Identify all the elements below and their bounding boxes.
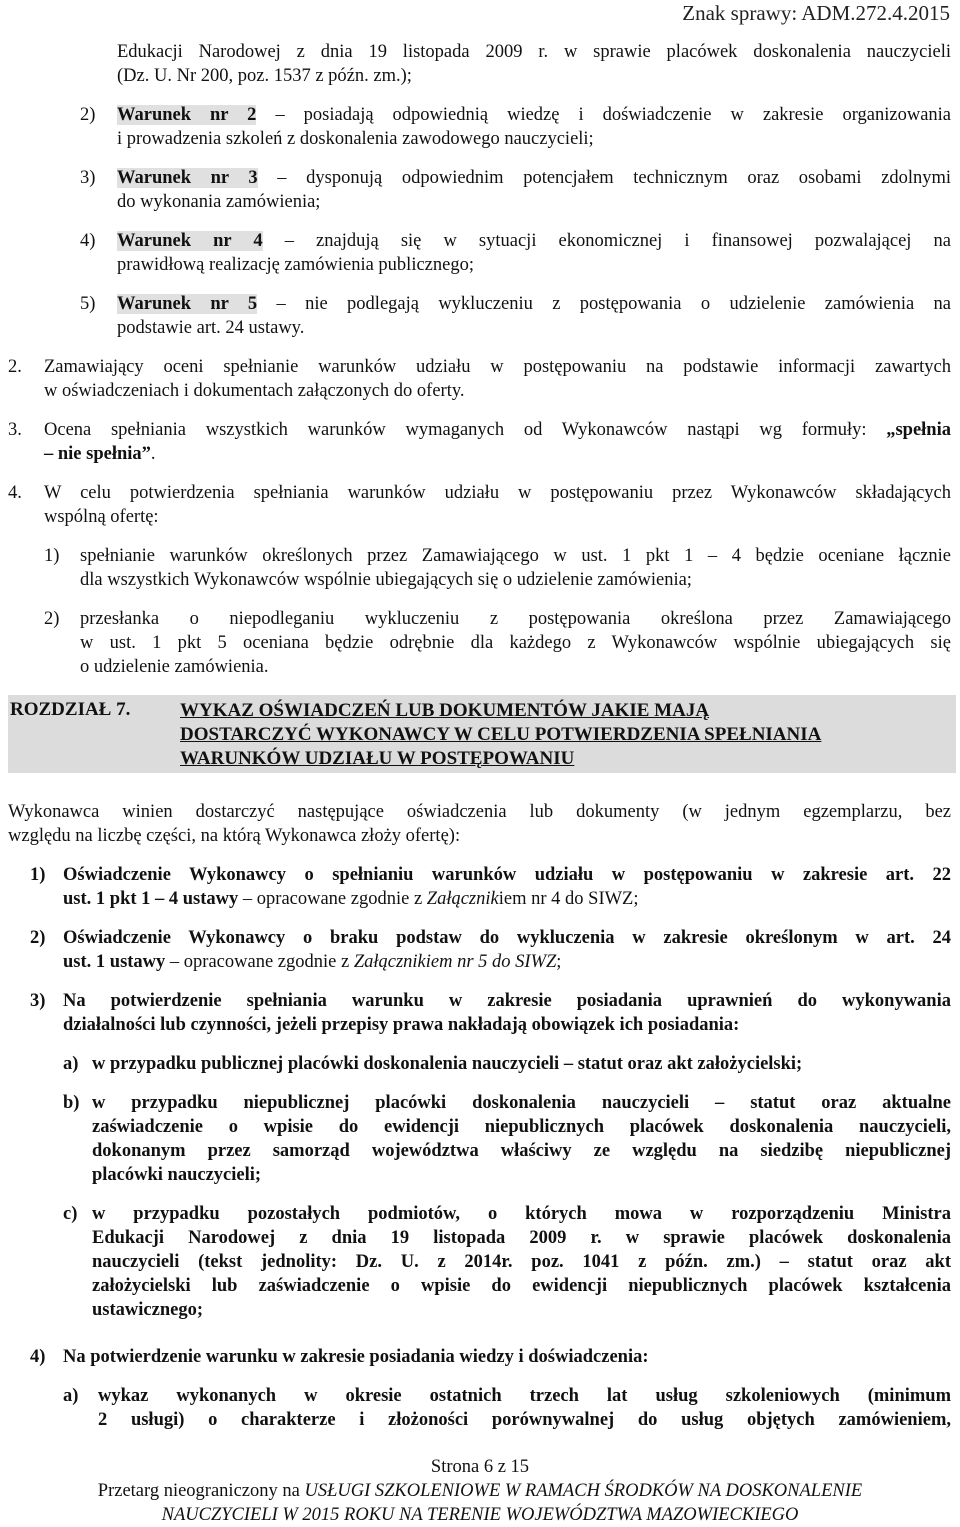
condition-4-line-2: prawidłową realizację zamówienia publicznego;	[117, 255, 474, 275]
intro-line-2: względu na liczbę części, na którą Wykonawca złoży ofertę):	[8, 826, 461, 846]
condition-number: 3)	[80, 168, 96, 188]
doc-2-line-2	[63, 950, 561, 974]
doc-2-text-end: ;	[556, 952, 562, 972]
para-3-line-2	[44, 442, 156, 466]
doc-2-line-1: Oświadczenie Wykonawcy o braku podstaw do wykluczenia w zakresie określonym w art. 24	[63, 928, 951, 948]
para-number: 2.	[8, 357, 22, 377]
condition-label: Warunek nr 5	[117, 294, 258, 314]
condition-3-line-2: do wykonania zamówienia;	[117, 192, 321, 212]
item-number: 1)	[44, 546, 60, 566]
para-number: 4.	[8, 483, 22, 503]
doc-number: 1)	[30, 865, 46, 885]
para-2-line-1: Zamawiający oceni spełnianie warunków udziału w postępowaniu na podstawie informacji zawartych	[44, 357, 951, 377]
footer-line-1	[0, 1479, 960, 1503]
para-4-item-2-line-2: w ust. 1 pkt 5 oceniana będzie odrębnie dla każdego z Wykonawców wspólnie ubiegających się	[80, 633, 951, 653]
doc-number: 2)	[30, 928, 46, 948]
formula-end: – nie spełnia”	[44, 444, 151, 464]
footer-line-2	[0, 1503, 960, 1527]
subitem-letter: a)	[63, 1054, 79, 1074]
doc-3c-line-5: ustawicznego;	[92, 1300, 203, 1320]
chapter-heading	[8, 695, 956, 773]
para-4-item-2-line-3: o udzielenie zamówienia.	[80, 657, 269, 677]
footer-title: USŁUGI SZKOLENIOWE W RAMACH ŚRODKÓW NA DOSKONALENIE	[304, 1481, 863, 1501]
doc-3a-line-1: w przypadku publicznej placówki doskonalenia nauczycieli – statut oraz akt założycielski;	[92, 1054, 803, 1074]
condition-text: – posiadają odpowiednią wiedzę i doświadczenie w zakresie organizowania	[275, 105, 952, 125]
doc-4a-line-1: wykaz wykonanych w okresie ostatnich trzech lat usług szkoleniowych (minimum	[98, 1386, 951, 1406]
para-2-line-2: w oświadczeniach i dokumentach załączonych do oferty.	[44, 381, 465, 401]
item-number: 2)	[44, 609, 60, 629]
para-4-item-2-line-1: przesłanka o niepodleganiu wykluczeniu z postępowania określona przez Zamawiającego	[80, 609, 951, 629]
period: .	[150, 444, 156, 464]
condition-text: – dysponują odpowiednim potencjałem technicznym oraz osobami zdolnymi	[277, 168, 951, 188]
condition-number: 2)	[80, 105, 96, 125]
doc-3b-line-2: zaświadczenie o wpisie do ewidencji niepublicznych placówek doskonalenia nauczycieli,	[92, 1117, 951, 1137]
para-4-item-1-line-2: dla wszystkich Wykonawców wspólnie ubiegających się o udzielenie zamówienia;	[80, 570, 692, 590]
doc-3-line-2: działalności lub czynności, jeżeli przepisy prawa nakładają obowiązek ich posiadania:	[63, 1015, 740, 1035]
doc-4-line-1: Na potwierdzenie warunku w zakresie posiadania wiedzy i doświadczenia:	[63, 1347, 649, 1367]
formula-start: „spełnia	[886, 420, 951, 440]
doc-3b-line-1: w przypadku niepublicznej placówki doskonalenia nauczycieli – statut oraz aktualne	[92, 1093, 951, 1113]
para-3-text: Ocena spełniania wszystkich warunków wymaganych od Wykonawców nastąpi wg formuły:	[44, 420, 867, 440]
doc-3c-line-4: założycielski lub zaświadczenie o wpisie do ewidencji niepublicznych placówek kształcenia	[92, 1276, 951, 1296]
doc-2-attachment: Załącznikiem nr 5 do SIWZ	[353, 952, 557, 972]
doc-2-text: – opracowane zgodnie z	[165, 952, 354, 972]
case-number: Znak sprawy: ADM.272.4.2015	[682, 1, 950, 25]
para-3-line-1	[44, 418, 951, 442]
continuation-line-2: (Dz. U. Nr 200, poz. 1537 z późn. zm.);	[117, 66, 412, 86]
condition-5-line-1	[117, 292, 951, 316]
condition-label: Warunek nr 2	[117, 105, 257, 125]
condition-text: – nie podlegają wykluczeniu z postępowania o udzielenie zamówienia na	[276, 294, 951, 314]
doc-1-text: – opracowane zgodnie z	[238, 889, 427, 909]
doc-3-line-1: Na potwierdzenie spełniania warunku w zakresie posiadania uprawnień do wykonywania	[63, 991, 951, 1011]
doc-3b-line-3: dokonanym przez samorząd województwa właściwy ze względu na siedzibę niepublicznej	[92, 1141, 951, 1161]
footer-prefix: Przetarg nieograniczony na	[97, 1481, 305, 1501]
condition-4-line-1	[117, 229, 951, 253]
doc-3c-line-2: Edukacji Narodowej z dnia 19 listopada 2009 r. w sprawie placówek doskonalenia	[92, 1228, 951, 1248]
para-number: 3.	[8, 420, 22, 440]
condition-2-line-2: i prowadzenia szkoleń z doskonalenia zawodowego nauczycieli;	[117, 129, 594, 149]
footer-title-cont: NAUCZYCIELI W 2015 ROKU NA TERENIE WOJEWÓDZTWA MAZOWIECKIEGO	[161, 1505, 799, 1525]
doc-2-ref: ust. 1 ustawy	[63, 952, 166, 972]
subitem-letter: b)	[63, 1093, 80, 1113]
condition-2-line-1	[117, 103, 951, 127]
chapter-title-line-1: WYKAZ OŚWIADCZEŃ LUB DOKUMENTÓW JAKIE MAJĄ	[180, 700, 710, 721]
condition-5-line-2: podstawie art. 24 ustawy.	[117, 318, 305, 338]
page-number: Strona 6 z 15	[430, 1457, 530, 1477]
doc-1-attachment: Załącznik	[426, 889, 499, 909]
para-4-line-1: W celu potwierdzenia spełniania warunków udziału w postępowaniu przez Wykonawców składających	[44, 483, 951, 503]
chapter-label: ROZDZIAŁ 7.	[10, 699, 131, 720]
para-4-item-1-line-1: spełnianie warunków określonych przez Zamawiającego w ust. 1 pkt 1 – 4 będzie oceniane łącznie	[80, 546, 951, 566]
subitem-letter: a)	[63, 1386, 79, 1406]
doc-3b-line-4: placówki nauczycieli;	[92, 1165, 262, 1185]
doc-number: 4)	[30, 1347, 46, 1367]
doc-1-ref: ust. 1 pkt 1 – 4 ustawy	[63, 889, 239, 909]
condition-number: 4)	[80, 231, 96, 251]
doc-1-line-2	[63, 887, 639, 911]
para-4-line-2: wspólną ofertę:	[44, 507, 159, 527]
doc-4a-line-2: 2 usługi) o charakterze i złożoności porównywalnej do usług objętych zamówieniem,	[98, 1410, 951, 1430]
subitem-letter: c)	[63, 1204, 78, 1224]
intro-line-1: Wykonawca winien dostarczyć następujące oświadczenia lub dokumenty (w jednym egzemplarzu, bez	[8, 802, 951, 822]
chapter-title-line-2: DOSTARCZYĆ WYKONAWCY W CELU POTWIERDZENIA SPEŁNIANIA	[180, 724, 822, 745]
doc-3c-line-3: nauczycieli (tekst jednolity: Dz. U. z 2014r. poz. 1041 z późn. zm.) – statut oraz akt	[92, 1252, 951, 1272]
doc-1-text-end: iem nr 4 do SIWZ;	[498, 889, 639, 909]
condition-3-line-1	[117, 166, 951, 190]
chapter-title-line-3: WARUNKÓW UDZIAŁU W POSTĘPOWANIU	[180, 748, 575, 769]
continuation-line-1: Edukacji Narodowej z dnia 19 listopada 2009 r. w sprawie placówek doskonalenia nauczycieli	[117, 42, 951, 62]
condition-label: Warunek nr 4	[117, 231, 263, 251]
doc-3c-line-1: w przypadku pozostałych podmiotów, o których mowa w rozporządzeniu Ministra	[92, 1204, 951, 1224]
condition-number: 5)	[80, 294, 96, 314]
condition-label: Warunek nr 3	[117, 168, 258, 188]
condition-text: – znajdują się w sytuacji ekonomicznej i finansowej pozwalającej na	[284, 231, 952, 251]
doc-number: 3)	[30, 991, 46, 1011]
doc-1-line-1: Oświadczenie Wykonawcy o spełnianiu warunków udziału w postępowaniu w zakresie art. 22	[63, 865, 951, 885]
